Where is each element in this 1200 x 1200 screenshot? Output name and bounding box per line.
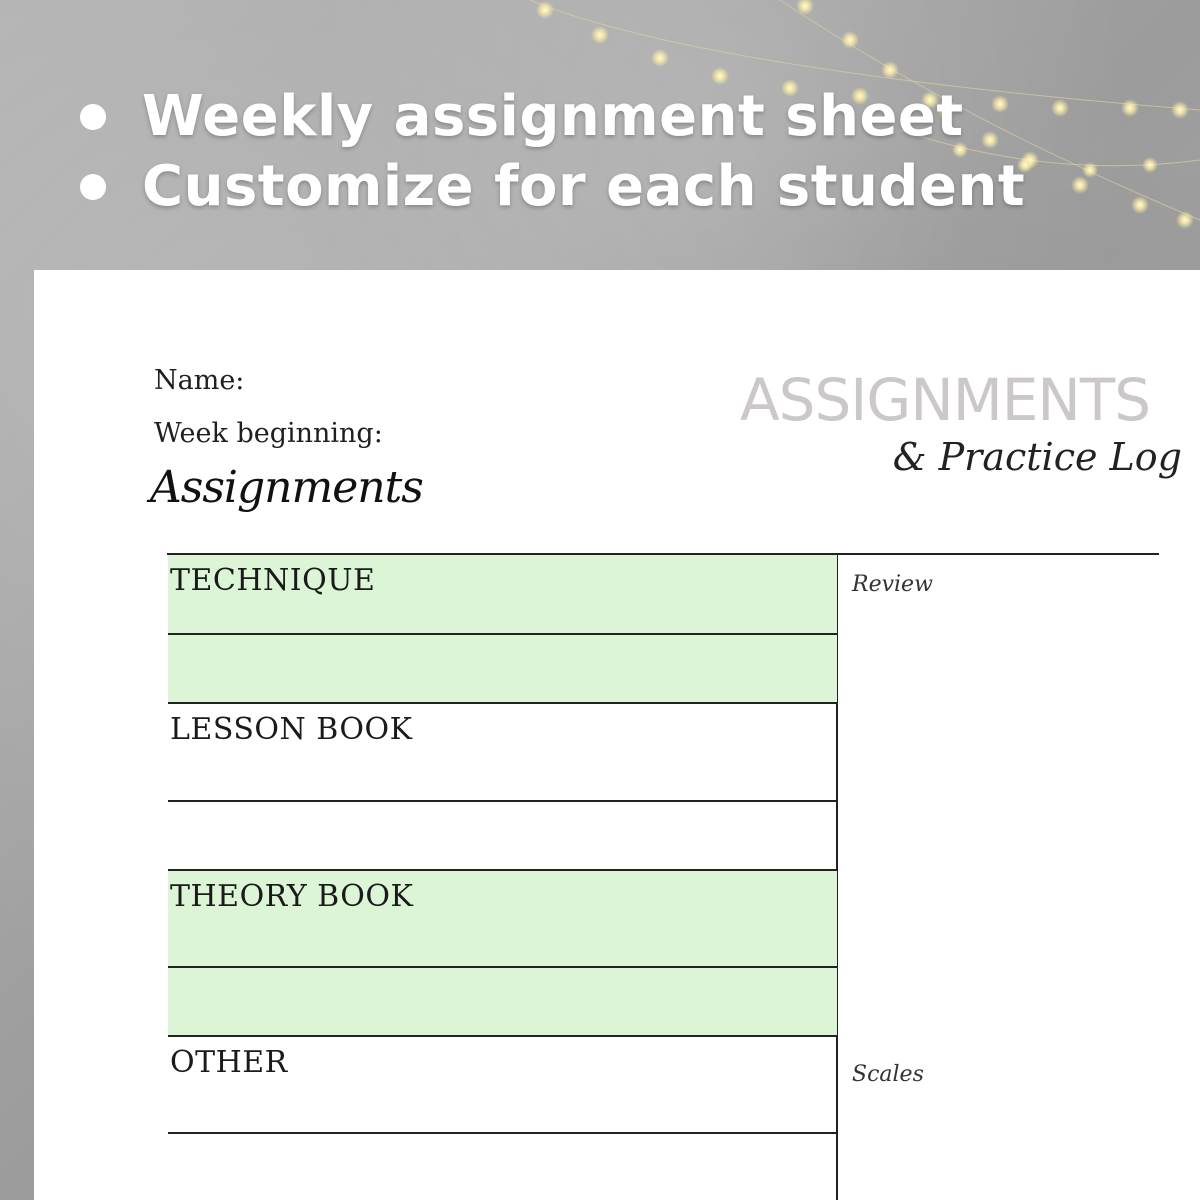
scales-label: Scales: [852, 1062, 924, 1087]
section-heading: Assignments: [150, 462, 423, 513]
row-label: TECHNIQUE: [170, 563, 376, 598]
sheet-title: ASSIGNMENTS: [740, 366, 1151, 434]
feature-bullet-list: [78, 82, 1025, 222]
bullet-text: Weekly assignment sheet: [142, 84, 964, 149]
bullet-text: Customize for each student: [142, 154, 1026, 219]
assignment-sheet: [34, 270, 1200, 1200]
name-label: Name:: [154, 365, 245, 396]
table-row: [168, 802, 837, 871]
row-label: THEORY BOOK: [170, 879, 414, 914]
table-row: [168, 704, 837, 802]
row-label: LESSON BOOK: [170, 712, 413, 747]
week-beginning-label: Week beginning:: [154, 418, 383, 449]
row-label: OTHER: [170, 1045, 288, 1080]
table-row: [168, 1037, 837, 1134]
table-row: [168, 871, 837, 968]
table-row: [168, 968, 837, 1037]
bullet-item: [78, 82, 1025, 152]
table-row: [168, 1134, 837, 1200]
bullet-item: [78, 152, 1025, 222]
bullet-dot-icon: [80, 174, 106, 200]
bullet-dot-icon: [80, 104, 106, 130]
sheet-subtitle: & Practice Log: [892, 435, 1182, 479]
table-row: [168, 635, 837, 704]
table-row: [168, 555, 837, 635]
review-label: Review: [852, 572, 933, 597]
